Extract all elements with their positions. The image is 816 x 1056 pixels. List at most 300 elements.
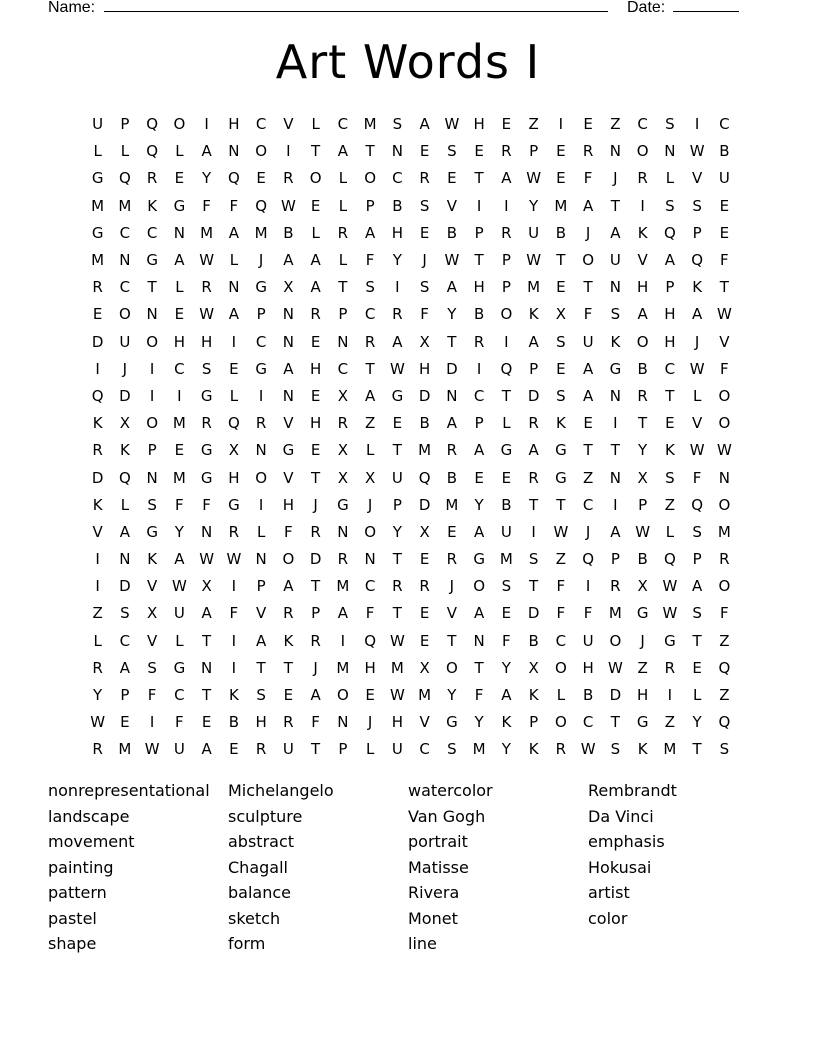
grid-letter[interactable]: I xyxy=(613,495,618,514)
grid-letter[interactable]: R xyxy=(419,577,430,596)
grid-letter[interactable]: X xyxy=(637,468,648,487)
grid-letter[interactable]: X xyxy=(228,441,240,460)
grid-letter[interactable]: H xyxy=(582,658,594,677)
grid-letter[interactable]: N xyxy=(609,278,621,297)
grid-letter[interactable]: F xyxy=(583,305,593,324)
grid-letter[interactable]: C xyxy=(637,115,648,134)
grid-letter[interactable]: Y xyxy=(501,658,511,677)
grid-letter[interactable]: Z xyxy=(664,495,676,514)
grid-letter[interactable]: J xyxy=(585,223,591,242)
grid-letter[interactable]: A xyxy=(582,196,594,215)
grid-letter[interactable]: N xyxy=(473,631,485,650)
grid-letter[interactable]: Q xyxy=(364,631,377,650)
grid-letter[interactable]: A xyxy=(364,386,376,405)
grid-letter[interactable]: A xyxy=(283,359,294,378)
grid-letter[interactable]: F xyxy=(420,305,429,324)
grid-letter[interactable]: N xyxy=(609,142,621,161)
grid-letter[interactable]: E xyxy=(556,169,566,188)
grid-letter[interactable]: C xyxy=(337,115,349,134)
grid-letter[interactable]: F xyxy=(556,577,566,596)
grid-letter[interactable]: J xyxy=(258,251,264,270)
grid-letter[interactable]: Y xyxy=(202,169,212,188)
grid-letter[interactable]: Y xyxy=(447,305,457,324)
grid-letter[interactable]: M xyxy=(472,740,486,759)
grid-letter[interactable]: M xyxy=(336,577,350,596)
grid-letter[interactable]: P xyxy=(692,223,702,242)
grid-letter[interactable]: R xyxy=(610,577,621,596)
grid-letter[interactable]: L xyxy=(338,169,348,188)
grid-letter[interactable]: J xyxy=(367,495,373,514)
grid-letter[interactable]: O xyxy=(500,305,513,324)
grid-letter[interactable]: T xyxy=(392,604,402,623)
grid-letter[interactable]: N xyxy=(282,386,294,405)
grid-letter[interactable]: P xyxy=(665,278,675,297)
grid-letter[interactable]: L xyxy=(665,522,675,541)
grid-letter[interactable]: N xyxy=(364,550,376,569)
grid-letter[interactable]: F xyxy=(502,631,511,650)
grid-letter[interactable]: W xyxy=(280,196,296,215)
grid-letter[interactable]: D xyxy=(527,604,540,623)
grid-letter[interactable]: H xyxy=(228,115,240,134)
grid-letter[interactable]: R xyxy=(501,142,512,161)
grid-letter[interactable]: R xyxy=(92,740,103,759)
grid-letter[interactable]: R xyxy=(719,550,730,569)
grid-letter[interactable]: S xyxy=(419,278,430,297)
grid-letter[interactable]: C xyxy=(146,223,158,242)
grid-letter[interactable]: M xyxy=(608,604,622,623)
grid-letter[interactable]: E xyxy=(419,142,430,161)
grid-letter[interactable]: Q xyxy=(718,713,731,732)
grid-letter[interactable]: A xyxy=(446,278,457,297)
grid-letter[interactable]: N xyxy=(146,305,158,324)
grid-letter[interactable]: E xyxy=(583,115,593,134)
grid-letter[interactable]: T xyxy=(392,550,402,569)
grid-letter[interactable]: C xyxy=(337,359,349,378)
grid-letter[interactable]: R xyxy=(392,577,403,596)
grid-letter[interactable]: I xyxy=(558,115,564,134)
grid-letter[interactable]: R xyxy=(92,658,103,677)
grid-letter[interactable]: S xyxy=(665,115,675,134)
grid-letter[interactable]: X xyxy=(555,305,567,324)
grid-letter[interactable]: S xyxy=(528,550,539,569)
grid-letter[interactable]: V xyxy=(446,196,457,215)
grid-letter[interactable]: K xyxy=(692,278,703,297)
grid-letter[interactable]: I xyxy=(613,414,618,433)
grid-letter[interactable]: A xyxy=(201,142,212,161)
grid-letter[interactable]: I xyxy=(149,713,155,732)
grid-letter[interactable]: S xyxy=(719,740,730,759)
grid-letter[interactable]: T xyxy=(474,658,484,677)
grid-letter[interactable]: A xyxy=(283,251,294,270)
grid-letter[interactable]: X xyxy=(337,468,349,487)
grid-letter[interactable]: N xyxy=(337,522,349,541)
grid-letter[interactable]: H xyxy=(664,305,676,324)
date-blank-line[interactable] xyxy=(673,0,739,12)
grid-letter[interactable]: I xyxy=(504,196,509,215)
grid-letter[interactable]: X xyxy=(201,577,212,596)
grid-letter[interactable]: R xyxy=(201,414,212,433)
grid-letter[interactable]: R xyxy=(528,468,539,487)
grid-letter[interactable]: R xyxy=(446,441,458,460)
grid-letter[interactable]: U xyxy=(582,631,594,650)
grid-letter[interactable]: C xyxy=(119,223,131,242)
grid-letter[interactable]: R xyxy=(392,305,403,324)
grid-letter[interactable]: P xyxy=(610,550,620,569)
grid-letter[interactable]: E xyxy=(474,468,484,487)
grid-letter[interactable]: A xyxy=(337,142,348,161)
grid-letter[interactable]: D xyxy=(527,386,540,405)
grid-letter[interactable]: L xyxy=(365,441,375,460)
grid-letter[interactable]: I xyxy=(231,631,237,650)
grid-letter[interactable]: K xyxy=(664,441,675,460)
grid-letter[interactable]: O xyxy=(336,686,349,705)
grid-letter[interactable]: U xyxy=(173,740,185,759)
grid-letter[interactable]: X xyxy=(528,658,539,677)
grid-letter[interactable]: L xyxy=(256,522,266,541)
grid-letter[interactable]: A xyxy=(228,305,239,324)
grid-letter[interactable]: A xyxy=(228,223,239,242)
grid-letter[interactable]: A xyxy=(610,522,621,541)
grid-letter[interactable]: Z xyxy=(92,604,103,623)
grid-letter[interactable]: W xyxy=(580,740,596,759)
grid-letter[interactable]: A xyxy=(528,441,539,460)
grid-letter[interactable]: C xyxy=(719,115,730,134)
grid-letter[interactable]: U xyxy=(609,251,621,270)
grid-letter[interactable]: R xyxy=(310,631,321,650)
grid-letter[interactable]: P xyxy=(501,251,511,270)
grid-letter[interactable]: T xyxy=(692,740,702,759)
grid-letter[interactable]: A xyxy=(119,522,130,541)
grid-letter[interactable]: T xyxy=(692,631,702,650)
grid-letter[interactable]: S xyxy=(665,468,675,487)
grid-letter[interactable]: O xyxy=(718,495,731,514)
grid-letter[interactable]: L xyxy=(175,631,184,650)
grid-letter[interactable]: P xyxy=(529,359,539,378)
grid-letter[interactable]: E xyxy=(474,142,484,161)
grid-letter[interactable]: E xyxy=(501,115,512,134)
grid-letter[interactable]: K xyxy=(610,332,621,351)
grid-letter[interactable]: X xyxy=(146,604,158,623)
grid-letter[interactable]: F xyxy=(720,251,729,270)
grid-letter[interactable]: Q xyxy=(691,495,704,514)
grid-letter[interactable]: Q xyxy=(691,251,704,270)
grid-letter[interactable]: K xyxy=(555,414,566,433)
grid-letter[interactable]: W xyxy=(662,604,678,623)
grid-letter[interactable]: Z xyxy=(610,115,621,134)
grid-letter[interactable]: V xyxy=(283,414,294,433)
grid-letter[interactable]: O xyxy=(364,169,377,188)
grid-letter[interactable]: C xyxy=(174,686,185,705)
grid-letter[interactable]: E xyxy=(665,414,675,433)
grid-letter[interactable]: R xyxy=(255,740,267,759)
grid-letter[interactable]: G xyxy=(500,441,513,460)
grid-letter[interactable]: I xyxy=(258,386,264,405)
grid-letter[interactable]: A xyxy=(283,577,294,596)
grid-letter[interactable]: N xyxy=(718,468,730,487)
grid-letter[interactable]: R xyxy=(473,332,485,351)
grid-letter[interactable]: O xyxy=(718,577,731,596)
grid-letter[interactable]: I xyxy=(231,332,237,351)
grid-letter[interactable]: F xyxy=(202,495,211,514)
grid-letter[interactable]: A xyxy=(664,251,675,270)
grid-letter[interactable]: B xyxy=(528,631,539,650)
grid-letter[interactable]: Q xyxy=(118,468,131,487)
grid-letter[interactable]: O xyxy=(554,658,567,677)
grid-letter[interactable]: M xyxy=(118,196,132,215)
grid-letter[interactable]: S xyxy=(501,577,512,596)
grid-letter[interactable]: S xyxy=(147,495,157,514)
grid-letter[interactable]: M xyxy=(254,223,268,242)
grid-letter[interactable]: O xyxy=(445,658,458,677)
grid-letter[interactable]: I xyxy=(204,115,209,134)
grid-letter[interactable]: M xyxy=(336,658,350,677)
grid-letter[interactable]: M xyxy=(91,251,105,270)
grid-letter[interactable]: B xyxy=(637,359,648,378)
grid-letter[interactable]: Q xyxy=(91,386,104,405)
grid-letter[interactable]: O xyxy=(118,305,131,324)
grid-letter[interactable]: W xyxy=(444,251,460,270)
grid-letter[interactable]: H xyxy=(473,115,485,134)
grid-letter[interactable]: C xyxy=(364,577,376,596)
grid-letter[interactable]: U xyxy=(500,522,512,541)
grid-letter[interactable]: D xyxy=(91,468,104,487)
grid-letter[interactable]: T xyxy=(719,278,729,297)
grid-letter[interactable]: W xyxy=(716,441,732,460)
grid-letter[interactable]: N xyxy=(609,468,621,487)
grid-letter[interactable]: P xyxy=(474,223,484,242)
grid-letter[interactable]: H xyxy=(309,359,322,378)
grid-letter[interactable]: B xyxy=(283,223,294,242)
grid-letter[interactable]: P xyxy=(120,115,130,134)
grid-letter[interactable]: A xyxy=(582,386,594,405)
grid-letter[interactable]: K xyxy=(528,686,539,705)
grid-letter[interactable]: F xyxy=(175,495,184,514)
grid-letter[interactable]: T xyxy=(311,468,321,487)
grid-letter[interactable]: Q xyxy=(118,169,131,188)
grid-letter[interactable]: G xyxy=(255,278,267,297)
grid-letter[interactable]: M xyxy=(200,223,214,242)
grid-letter[interactable]: G xyxy=(555,468,567,487)
grid-letter[interactable]: C xyxy=(664,359,676,378)
grid-letter[interactable]: E xyxy=(201,713,212,732)
grid-letter[interactable]: L xyxy=(365,740,375,759)
grid-letter[interactable]: C xyxy=(119,631,131,650)
grid-letter[interactable]: P xyxy=(365,196,375,215)
grid-letter[interactable]: S xyxy=(556,332,566,351)
grid-letter[interactable]: N xyxy=(282,332,294,351)
grid-letter[interactable]: D xyxy=(119,577,131,596)
grid-letter[interactable]: I xyxy=(286,142,291,161)
grid-letter[interactable]: M xyxy=(172,468,186,487)
grid-letter[interactable]: S xyxy=(665,196,675,215)
grid-letter[interactable]: R xyxy=(637,386,648,405)
grid-letter[interactable]: N xyxy=(146,468,158,487)
grid-letter[interactable]: V xyxy=(92,522,103,541)
grid-letter[interactable]: V xyxy=(146,577,158,596)
grid-letter[interactable]: E xyxy=(392,414,403,433)
grid-letter[interactable]: R xyxy=(146,169,158,188)
grid-letter[interactable]: P xyxy=(338,305,348,324)
grid-letter[interactable]: C xyxy=(582,713,594,732)
grid-letter[interactable]: K xyxy=(147,196,158,215)
grid-letter[interactable]: W xyxy=(607,658,623,677)
grid-letter[interactable]: Z xyxy=(528,115,539,134)
grid-letter[interactable]: P xyxy=(256,305,266,324)
grid-letter[interactable]: N xyxy=(282,305,294,324)
grid-letter[interactable]: U xyxy=(119,332,131,351)
grid-letter[interactable]: S xyxy=(610,740,621,759)
grid-letter[interactable]: E xyxy=(501,604,512,623)
grid-letter[interactable]: W xyxy=(716,305,732,324)
grid-letter[interactable]: U xyxy=(173,604,185,623)
grid-letter[interactable]: S xyxy=(392,115,403,134)
grid-letter[interactable]: P xyxy=(392,495,402,514)
grid-letter[interactable]: Z xyxy=(582,468,594,487)
grid-letter[interactable]: H xyxy=(309,414,322,433)
grid-letter[interactable]: P xyxy=(474,414,484,433)
grid-letter[interactable]: R xyxy=(582,142,594,161)
grid-letter[interactable]: N xyxy=(119,550,131,569)
grid-letter[interactable]: N xyxy=(255,550,267,569)
grid-letter[interactable]: R xyxy=(337,414,349,433)
grid-letter[interactable]: I xyxy=(149,386,155,405)
grid-letter[interactable]: I xyxy=(476,196,482,215)
grid-letter[interactable]: W xyxy=(389,686,405,705)
grid-letter[interactable]: Y xyxy=(392,251,402,270)
grid-letter[interactable]: X xyxy=(419,332,430,351)
grid-letter[interactable]: E xyxy=(310,196,321,215)
grid-letter[interactable]: F xyxy=(583,604,593,623)
grid-letter[interactable]: E xyxy=(310,386,321,405)
grid-letter[interactable]: I xyxy=(585,577,591,596)
grid-letter[interactable]: B xyxy=(446,223,458,242)
grid-letter[interactable]: R xyxy=(283,169,294,188)
grid-letter[interactable]: V xyxy=(283,468,294,487)
grid-letter[interactable]: E xyxy=(174,441,185,460)
grid-letter[interactable]: R xyxy=(664,658,676,677)
grid-letter[interactable]: I xyxy=(476,359,482,378)
grid-letter[interactable]: T xyxy=(610,441,620,460)
grid-letter[interactable]: E xyxy=(556,278,566,297)
grid-letter[interactable]: F xyxy=(229,196,239,215)
grid-letter[interactable]: E xyxy=(719,223,730,242)
grid-letter[interactable]: J xyxy=(640,631,645,650)
grid-letter[interactable]: A xyxy=(392,332,403,351)
grid-letter[interactable]: D xyxy=(119,386,131,405)
grid-letter[interactable]: R xyxy=(419,169,430,188)
grid-letter[interactable]: Y xyxy=(474,495,484,514)
grid-letter[interactable]: E xyxy=(310,332,321,351)
grid-letter[interactable]: A xyxy=(364,223,376,242)
grid-letter[interactable]: A xyxy=(528,332,539,351)
grid-letter[interactable]: Z xyxy=(364,414,376,433)
grid-letter[interactable]: U xyxy=(718,169,730,188)
grid-letter[interactable]: H xyxy=(418,359,431,378)
grid-letter[interactable]: D xyxy=(446,359,458,378)
grid-letter[interactable]: X xyxy=(364,468,376,487)
grid-letter[interactable]: V xyxy=(283,115,294,134)
grid-letter[interactable]: W xyxy=(553,522,569,541)
grid-letter[interactable]: F xyxy=(365,251,375,270)
grid-letter[interactable]: F xyxy=(284,522,293,541)
grid-letter[interactable]: W xyxy=(199,305,215,324)
grid-letter[interactable]: S xyxy=(447,142,457,161)
grid-letter[interactable]: B xyxy=(419,414,430,433)
grid-letter[interactable]: R xyxy=(364,332,376,351)
grid-letter[interactable]: X xyxy=(637,577,648,596)
grid-letter[interactable]: E xyxy=(229,359,239,378)
grid-letter[interactable]: S xyxy=(610,305,621,324)
grid-letter[interactable]: K xyxy=(501,713,512,732)
grid-letter[interactable]: M xyxy=(91,196,105,215)
grid-letter[interactable]: Y xyxy=(501,740,511,759)
grid-letter[interactable]: V xyxy=(637,251,648,270)
grid-letter[interactable]: Q xyxy=(227,414,240,433)
grid-letter[interactable]: L xyxy=(502,414,511,433)
grid-letter[interactable]: K xyxy=(228,686,239,705)
grid-letter[interactable]: W xyxy=(199,251,215,270)
grid-letter[interactable]: J xyxy=(694,332,700,351)
grid-letter[interactable]: G xyxy=(146,251,158,270)
grid-letter[interactable]: A xyxy=(610,223,621,242)
grid-letter[interactable]: R xyxy=(92,441,103,460)
grid-letter[interactable]: E xyxy=(447,522,457,541)
grid-letter[interactable]: I xyxy=(694,115,700,134)
grid-letter[interactable]: Y xyxy=(392,522,402,541)
grid-letter[interactable]: S xyxy=(447,740,457,759)
grid-letter[interactable]: U xyxy=(92,115,104,134)
grid-letter[interactable]: W xyxy=(389,359,405,378)
grid-letter[interactable]: Q xyxy=(663,223,676,242)
grid-letter[interactable]: O xyxy=(473,577,486,596)
grid-letter[interactable]: U xyxy=(282,740,294,759)
grid-letter[interactable]: T xyxy=(365,142,375,161)
grid-letter[interactable]: D xyxy=(609,686,622,705)
grid-letter[interactable]: L xyxy=(311,115,320,134)
grid-letter[interactable]: A xyxy=(691,305,703,324)
grid-letter[interactable]: O xyxy=(173,115,186,134)
grid-letter[interactable]: G xyxy=(200,386,213,405)
grid-letter[interactable]: K xyxy=(528,305,539,324)
grid-letter[interactable]: F xyxy=(147,686,157,705)
grid-letter[interactable]: H xyxy=(200,332,213,351)
grid-letter[interactable]: A xyxy=(691,577,703,596)
grid-letter[interactable]: C xyxy=(119,278,131,297)
grid-letter[interactable]: V xyxy=(255,604,267,623)
grid-letter[interactable]: P xyxy=(529,713,539,732)
grid-letter[interactable]: G xyxy=(282,441,295,460)
grid-letter[interactable]: L xyxy=(338,196,348,215)
grid-letter[interactable]: R xyxy=(310,522,321,541)
grid-letter[interactable]: T xyxy=(474,251,484,270)
grid-letter[interactable]: A xyxy=(501,686,512,705)
grid-letter[interactable]: T xyxy=(447,631,457,650)
grid-letter[interactable]: A xyxy=(337,604,348,623)
grid-letter[interactable]: O xyxy=(718,386,731,405)
grid-letter[interactable]: L xyxy=(120,142,130,161)
grid-letter[interactable]: R xyxy=(555,740,567,759)
grid-letter[interactable]: E xyxy=(419,604,430,623)
grid-letter[interactable]: A xyxy=(473,441,485,460)
grid-letter[interactable]: L xyxy=(556,686,566,705)
grid-letter[interactable]: P xyxy=(638,495,648,514)
grid-letter[interactable]: C xyxy=(364,305,376,324)
grid-letter[interactable]: I xyxy=(395,278,400,297)
grid-letter[interactable]: L xyxy=(229,386,239,405)
grid-letter[interactable]: V xyxy=(691,414,703,433)
grid-letter[interactable]: G xyxy=(200,468,213,487)
grid-letter[interactable]: W xyxy=(199,550,215,569)
